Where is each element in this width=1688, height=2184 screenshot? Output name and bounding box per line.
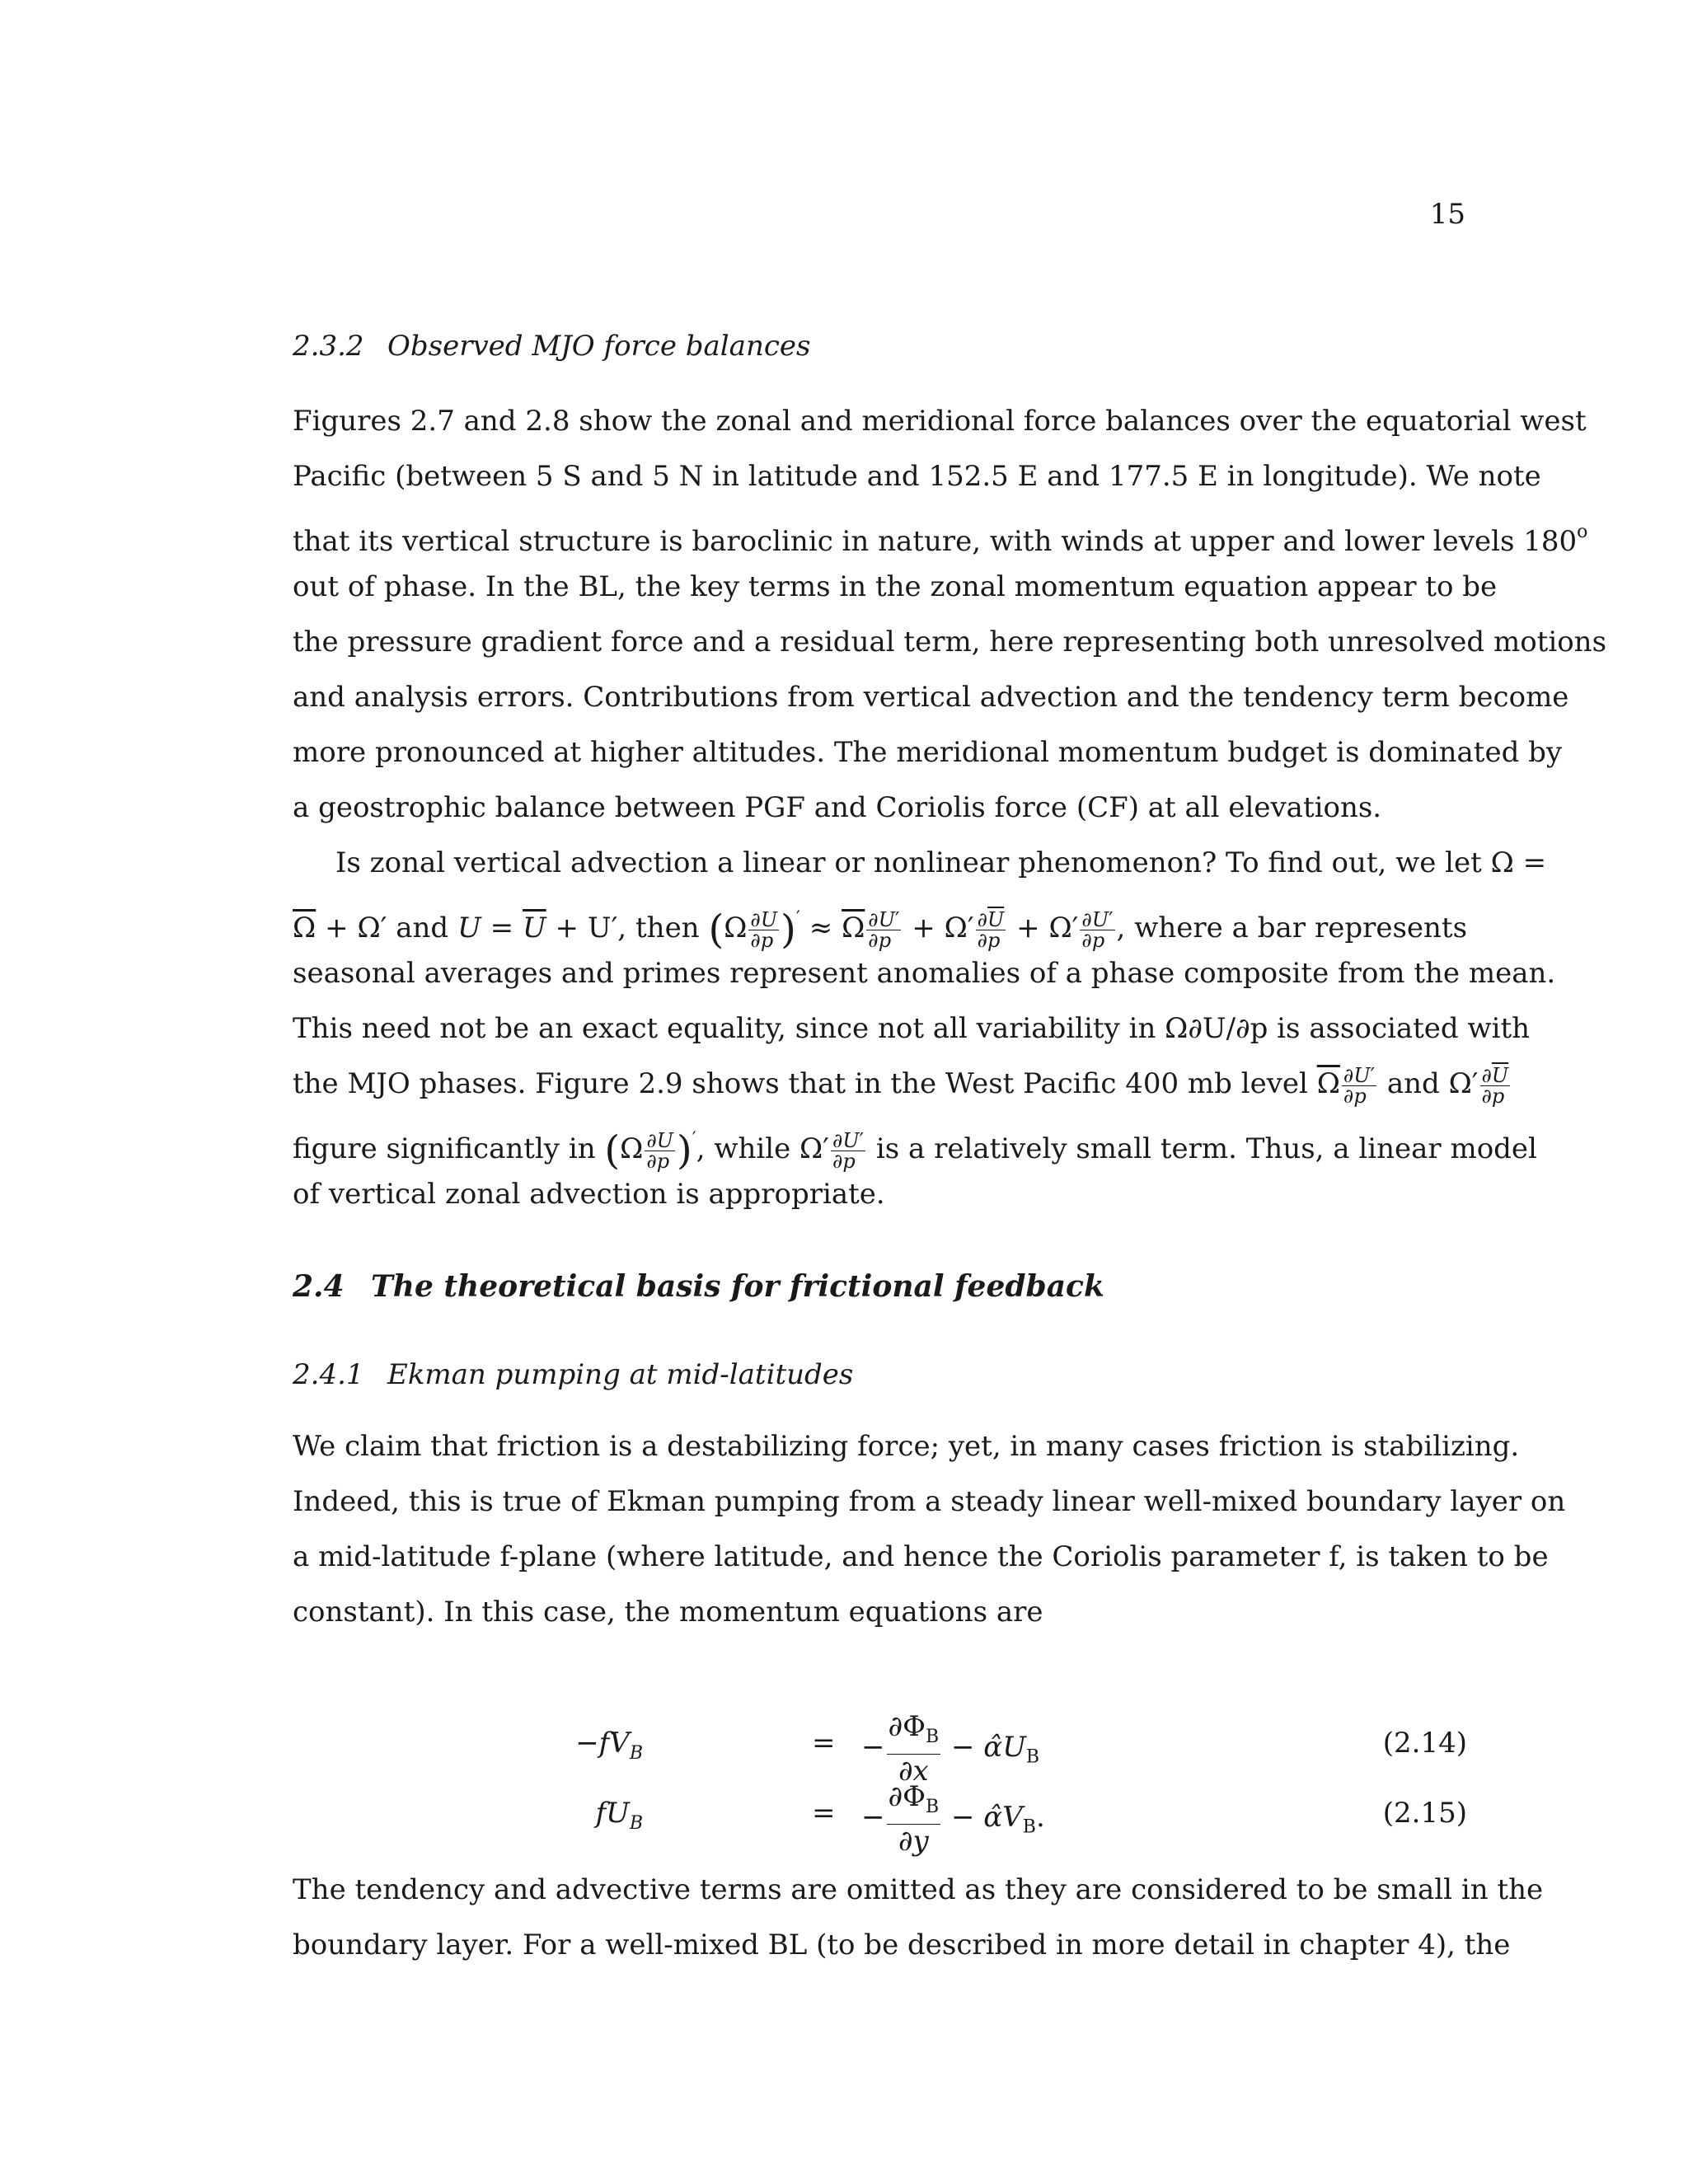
text-line — [293, 504, 1588, 560]
equation-lhs: $-fV_B$ — [575, 1727, 643, 1764]
equation-2-15 — [293, 1780, 1467, 1858]
text-fragment: is a relatively small term. Thus, a linear model — [875, 1132, 1537, 1165]
text-line: constant). In this case, the momentum equations are — [293, 1596, 1043, 1629]
equation-number: (2.14) — [1382, 1727, 1467, 1760]
text-line: a geostrophic balance between PGF and Coriolis force (CF) at all elevations. — [293, 791, 1382, 824]
text-fragment: , while — [696, 1132, 791, 1165]
fraction: $\frac{\partial\overline{U}}{\partial p}$ — [1481, 1063, 1509, 1108]
section-heading-2-4 — [293, 1269, 1104, 1304]
text-fragment: figure significantly in — [293, 1132, 596, 1165]
equation-number: (2.15) — [1382, 1797, 1467, 1830]
text-line: Figures 2.7 and 2.8 show the zonal and meridional force balances over the equatorial west — [293, 405, 1587, 438]
subsection-title: Ekman pumping at mid-latitudes — [387, 1358, 854, 1391]
text-line: and analysis errors. Contributions from vertical advection and the tendency term become — [293, 681, 1569, 714]
text-fragment: that its vertical structure is baroclinic in nature, with winds at upper and lower levels 180 — [293, 525, 1578, 558]
fraction: $\frac{\partial U'}{\partial p}$ — [868, 907, 900, 952]
text-line: boundary layer. For a well-mixed BL (to be described in more detail in chapter 4), the — [293, 1929, 1511, 1961]
subsection-number: 2.4.1 — [293, 1358, 364, 1391]
fraction: $\frac{\partial\overline{U}}{\partial p}$ — [977, 907, 1005, 952]
equals-sign: = — [812, 1797, 836, 1830]
text-fragment: + Ω′ and — [316, 912, 458, 944]
fraction: $\frac{\partial U}{\partial p}$ — [646, 1128, 673, 1173]
equation-line: $\overline{\Omega} + \Omega'$ and $U = \overline{U} + U'$, then (Ω $\frac{\partial U}{\partial p}$ )$' \approx \overline{\Omega}$ $\frac{\partial U'}{\partial p}$ + Ω′ $\frac{\partial\overline{U}}{\partial p}$ + Ω′ $\frac{\partial U'}{\partial p}$ , where a bar represents — [293, 907, 1468, 953]
fraction: $\frac{\partial\Phi_B}{\partial y}$ — [888, 1780, 940, 1858]
degree-superscript: o — [1577, 522, 1588, 542]
text-line: Is zonal vertical advection a linear or nonlinear phenomenon? To find out, we let Ω = — [335, 846, 1547, 879]
subsection-title: Observed MJO force balances — [387, 330, 811, 363]
text-line: The tendency and advective terms are omitted as they are considered to be small in the — [293, 1873, 1544, 1906]
text-line: seasonal averages and primes represent anomalies of a phase composite from the mean. — [293, 957, 1556, 990]
text-fragment: the MJO phases. Figure 2.9 shows that in the West Pacific 400 mb level — [293, 1067, 1308, 1100]
equation-rhs: − $\frac{\partial\Phi_B}{\partial x}$ − $\alphâU_B$ — [861, 1710, 1040, 1788]
fraction: $\frac{\partial U'}{\partial p}$ — [832, 1128, 865, 1173]
mean-u: $\overline{U}$ — [523, 912, 546, 944]
text-line: Indeed, this is true of Ekman pumping from a steady linear well-mixed boundary layer on — [293, 1485, 1566, 1518]
text-line: We claim that friction is a destabilizing force; yet, in many cases friction is stabilizing. — [293, 1430, 1520, 1463]
text-line: of vertical zonal advection is appropriate. — [293, 1178, 885, 1211]
symbol-u: U — [457, 912, 481, 944]
equation-2-14 — [293, 1710, 1467, 1788]
fraction: $\frac{\partial\Phi_B}{\partial x}$ — [888, 1710, 940, 1788]
text-line: more pronounced at higher altitudes. The meridional momentum budget is dominated by — [293, 736, 1563, 769]
fraction: $\frac{\partial U'}{\partial p}$ — [1343, 1063, 1376, 1108]
text-fragment: , where a bar represents — [1116, 912, 1468, 944]
section-title: The theoretical basis for frictional feedback — [371, 1269, 1104, 1304]
text-line: This need not be an exact equality, since not all variability in Ω∂U/∂p is associated with — [293, 1012, 1531, 1045]
text-fragment: + U′, then — [546, 912, 709, 944]
page-number: 15 — [1429, 198, 1465, 231]
paragraph-tendency — [293, 1863, 1544, 1973]
equation-line: the MJO phases. Figure 2.9 shows that in the West Pacific 400 mb level $\overline{\Omega}$ $\frac{\partial U'}{\partial p}$ and Ω′ $\frac{\partial\overline{U}}{\partial p}$ — [293, 1063, 1509, 1108]
fraction: $\frac{\partial U'}{\partial p}$ — [1081, 907, 1114, 952]
text-line: the pressure gradient force and a residual term, here representing both unresolved motions — [293, 626, 1607, 658]
equation-line: figure significantly in (Ω $\frac{\partial U}{\partial p}$ )′, while Ω′ $\frac{\partial U'}{\partial p}$ is a relatively small term. Thus, a linear model — [293, 1127, 1537, 1174]
text-line: Pacific (between 5 S and 5 N in latitude and 152.5 E and 177.5 E in longitude). We note — [293, 460, 1541, 493]
text-line: a mid-latitude f-plane (where latitude, and hence the Coriolis parameter f, is taken to be — [293, 1540, 1549, 1573]
subsection-number: 2.3.2 — [293, 330, 364, 363]
paragraph-linearity — [293, 836, 1556, 1222]
section-number: 2.4 — [293, 1269, 345, 1304]
equals-sign: = — [812, 1727, 836, 1760]
mean-omega: $\overline{\Omega}$ — [293, 912, 316, 944]
paragraph-ekman — [293, 1419, 1566, 1640]
equation-rhs: − $\frac{\partial\Phi_B}{\partial y}$ − $\alphâV_B$. — [861, 1780, 1045, 1858]
subsection-heading-2-3-2 — [293, 330, 810, 363]
text-fragment: and — [1386, 1067, 1440, 1100]
paragraph-force-balances — [293, 394, 1607, 836]
fraction: $\frac{\partial U}{\partial p}$ — [750, 907, 778, 952]
equation-lhs: $fU_B$ — [595, 1797, 643, 1834]
text-line: out of phase. In the BL, the key terms in the zonal momentum equation appear to be — [293, 570, 1498, 603]
subsection-heading-2-4-1 — [293, 1358, 853, 1391]
text-fragment: = — [481, 912, 523, 944]
